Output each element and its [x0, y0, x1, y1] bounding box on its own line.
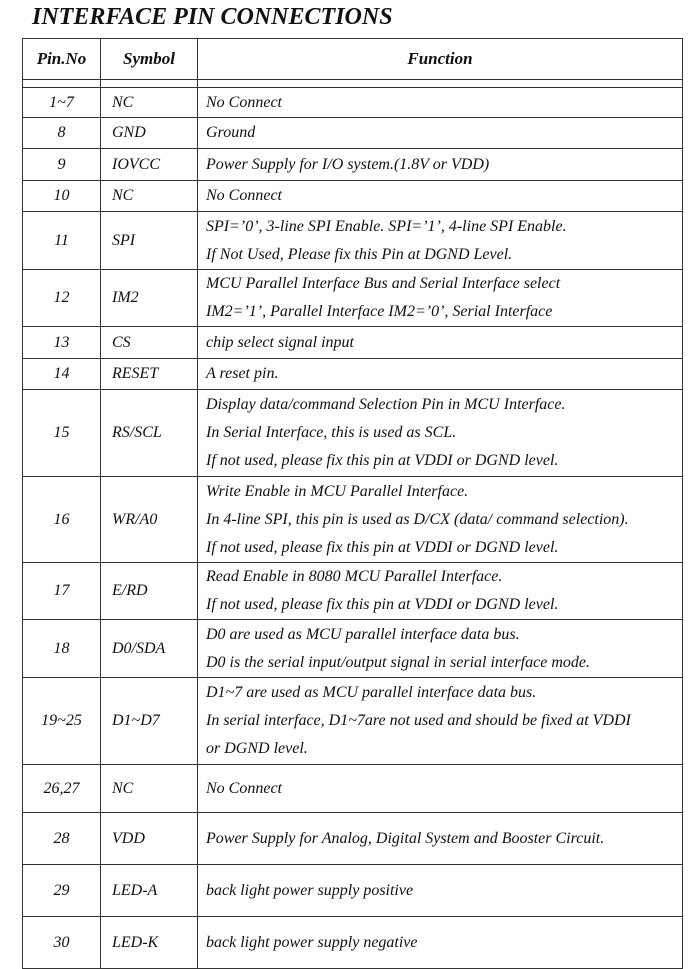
function-line: D0 is the serial input/output signal in serial interface mode.: [206, 653, 590, 671]
pin-number-cell: 13: [23, 327, 101, 359]
page-title: INTERFACE PIN CONNECTIONS: [32, 4, 393, 30]
pin-number-cell: 19~25: [23, 678, 101, 765]
table-row: [23, 359, 683, 390]
table-row: [23, 917, 683, 969]
function-line: Power Supply for Analog, Digital System and Booster Circuit.: [206, 829, 605, 847]
function-line: No Connect: [206, 93, 282, 111]
header-pin-no: Pin.No: [23, 39, 101, 80]
table-row: [23, 118, 683, 149]
table-row: [23, 620, 683, 678]
function-cell: [198, 390, 683, 477]
function-line: Ground: [206, 124, 256, 141]
function-line: No Connect: [206, 187, 282, 204]
symbol-cell: LED-K: [101, 917, 198, 969]
function-line: If not used, please fix this pin at VDDI or DGND level.: [206, 538, 559, 556]
function-cell: [198, 212, 683, 270]
table-row: [23, 765, 683, 813]
pin-number-cell: 28: [23, 813, 101, 865]
symbol-cell: D1~D7: [101, 678, 198, 765]
function-line: chip select signal input: [206, 333, 354, 351]
function-line: In 4-line SPI, this pin is used as D/CX (data/ command selection).: [206, 510, 629, 528]
table-row: [23, 477, 683, 563]
function-cell: [198, 181, 683, 212]
function-line: A reset pin.: [206, 365, 279, 382]
function-line: or DGND level.: [206, 740, 308, 757]
table-row: [23, 678, 683, 765]
symbol-cell: LED-A: [101, 865, 198, 917]
header-row: [23, 39, 683, 80]
table-row: [23, 865, 683, 917]
symbol-cell: NC: [101, 88, 198, 118]
table-row: [23, 390, 683, 477]
pin-number-cell: 11: [23, 212, 101, 270]
function-line: Write Enable in MCU Parallel Interface.: [206, 482, 469, 500]
symbol-cell: RESET: [101, 359, 198, 390]
header-spacer: [23, 80, 683, 88]
symbol-cell: D0/SDA: [101, 620, 198, 678]
function-line: No Connect: [206, 779, 282, 797]
function-line: back light power supply negative: [206, 933, 418, 951]
table-row: [23, 813, 683, 865]
function-line: If not used, please fix this pin at VDDI or DGND level.: [206, 452, 559, 469]
table-row: [23, 181, 683, 212]
function-cell: [198, 477, 683, 563]
pin-number-cell: 18: [23, 620, 101, 678]
function-cell: [198, 620, 683, 678]
pin-number-cell: 10: [23, 181, 101, 212]
function-line: Power Supply for I/O system.(1.8V or VDD): [206, 155, 490, 173]
pin-number-cell: 17: [23, 563, 101, 620]
pin-number-cell: 30: [23, 917, 101, 969]
symbol-cell: WR/A0: [101, 477, 198, 563]
function-line: MCU Parallel Interface Bus and Serial Interface select: [206, 275, 561, 292]
symbol-cell: NC: [101, 765, 198, 813]
function-cell: [198, 149, 683, 181]
function-cell: [198, 359, 683, 390]
function-cell: [198, 563, 683, 620]
symbol-cell: IOVCC: [101, 149, 198, 181]
function-cell: [198, 88, 683, 118]
pin-number-cell: 16: [23, 477, 101, 563]
pin-number-cell: 15: [23, 390, 101, 477]
table-row: [23, 88, 683, 118]
symbol-cell: NC: [101, 181, 198, 212]
function-cell: [198, 327, 683, 359]
function-cell: [198, 865, 683, 917]
function-line: D1~7 are used as MCU parallel interface data bus.: [206, 684, 537, 701]
table-row: [23, 327, 683, 359]
function-line: IM2=’1’, Parallel Interface IM2=’0’, Serial Interface: [206, 303, 553, 320]
symbol-cell: GND: [101, 118, 198, 149]
function-cell: [198, 270, 683, 327]
function-line: Read Enable in 8080 MCU Parallel Interface.: [206, 568, 503, 585]
function-cell: [198, 678, 683, 765]
pin-number-cell: 14: [23, 359, 101, 390]
symbol-cell: SPI: [101, 212, 198, 270]
pin-number-cell: 26,27: [23, 765, 101, 813]
function-cell: [198, 917, 683, 969]
symbol-cell: RS/SCL: [101, 390, 198, 477]
function-cell: [198, 813, 683, 865]
header-symbol: Symbol: [101, 39, 198, 80]
function-line: Display data/command Selection Pin in MCU Interface.: [206, 396, 566, 413]
function-line: If not used, please fix this pin at VDDI or DGND level.: [206, 596, 559, 613]
table-row: [23, 149, 683, 181]
pin-number-cell: 29: [23, 865, 101, 917]
function-line: D0 are used as MCU parallel interface data bus.: [206, 625, 520, 643]
table-row: [23, 563, 683, 620]
pin-number-cell: 12: [23, 270, 101, 327]
table-row: [23, 212, 683, 270]
symbol-cell: VDD: [101, 813, 198, 865]
symbol-cell: CS: [101, 327, 198, 359]
table-body: [23, 88, 683, 969]
symbol-cell: E/RD: [101, 563, 198, 620]
table-row: [23, 270, 683, 327]
function-line: In Serial Interface, this is used as SCL.: [206, 424, 457, 441]
function-cell: [198, 765, 683, 813]
pin-number-cell: 8: [23, 118, 101, 149]
pin-number-cell: 1~7: [23, 88, 101, 118]
header-function: Function: [198, 39, 683, 80]
function-cell: [198, 118, 683, 149]
symbol-cell: IM2: [101, 270, 198, 327]
function-line: If Not Used, Please fix this Pin at DGND Level.: [206, 245, 513, 263]
pin-number-cell: 9: [23, 149, 101, 181]
function-line: back light power supply positive: [206, 881, 414, 899]
function-line: In serial interface, D1~7are not used and should be fixed at VDDI: [206, 712, 631, 729]
pin-connections-table: [22, 38, 683, 969]
function-line: SPI=’0’, 3-line SPI Enable. SPI=’1’, 4-line SPI Enable.: [206, 217, 567, 235]
